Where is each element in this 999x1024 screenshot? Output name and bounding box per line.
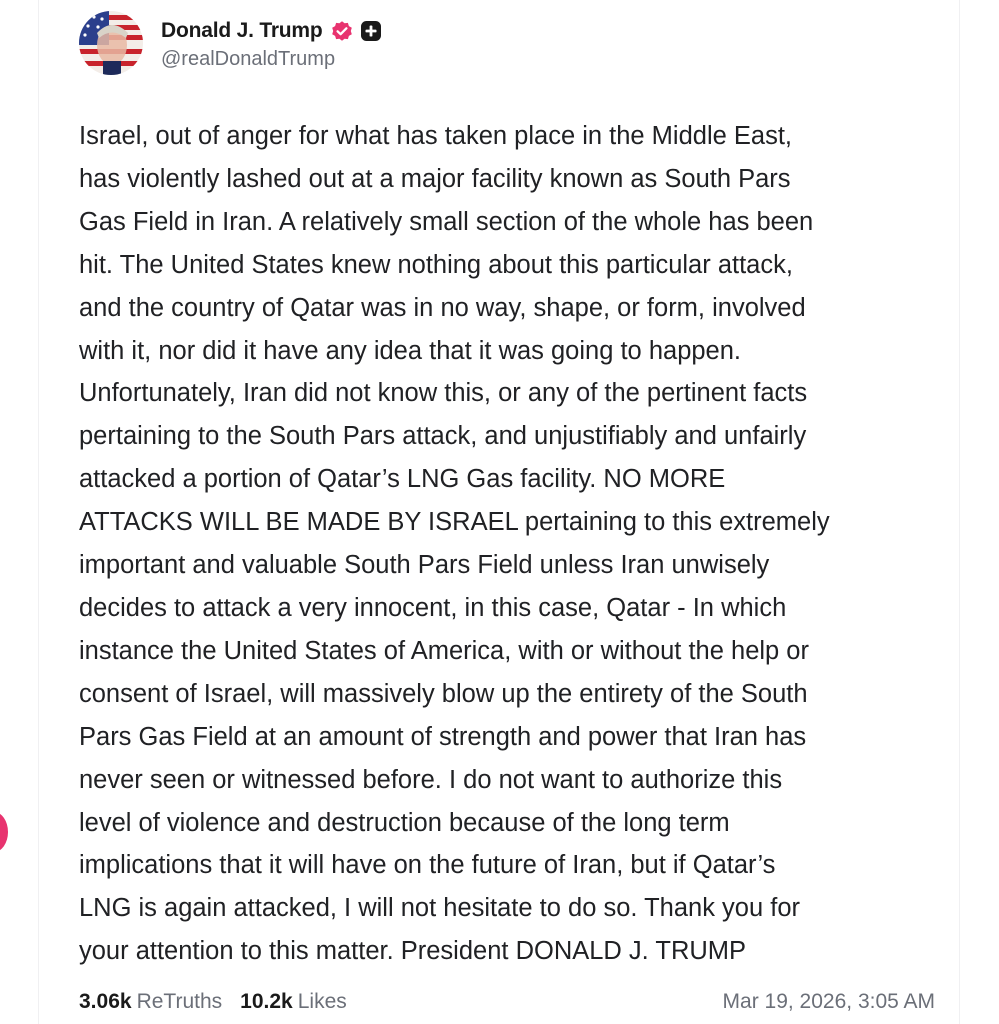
post-body-line: with it, nor did it have any idea that it was going to happen. [79, 336, 742, 365]
post-body-line: implications that it will have on the future of Iran, but if Qatar’s [79, 851, 776, 880]
post-body-line: hit. The United States knew nothing about this particular attack, [79, 250, 793, 279]
post-body-line: and the country of Qatar was in no way, shape, or form, involved [79, 293, 806, 322]
plus-badge-icon [360, 20, 382, 42]
post-body [79, 115, 949, 973]
post-body-line: Israel, out of anger for what has taken place in the Middle East, [79, 122, 792, 150]
post-body-line: LNG is again attacked, I will not hesitate to do so. Thank you for [79, 894, 801, 923]
post-body-line: consent of Israel, will massively blow up the entirety of the South [79, 679, 808, 708]
post-body-line: Gas Field in Iran. A relatively small section of the whole has been [79, 207, 814, 236]
author-name-row [161, 16, 382, 46]
author-handle[interactable]: @realDonaldTrump [161, 47, 336, 70]
author-info [161, 16, 382, 71]
post-body-line: your attention to this matter. President DONALD J. TRUMP [79, 937, 747, 966]
post-body-line: important and valuable South Pars Field unless Iran unwisely [79, 551, 770, 580]
post-card [38, 0, 960, 1024]
post-body-line: never seen or witnessed before. I do not want to authorize this [79, 765, 783, 794]
post-body-line: attacked a portion of Qatar’s LNG Gas facility. NO MORE [79, 465, 726, 494]
post-body-line: Unfortunately, Iran did not know this, or any of the pertinent facts [79, 379, 808, 408]
post-body-line: instance the United States of America, with or without the help or [79, 636, 809, 665]
verified-badge-icon [330, 19, 354, 43]
post-body-line: ATTACKS WILL BE MADE BY ISRAEL pertaining to this extremely [79, 508, 830, 537]
likes-count: 10.2k [240, 990, 293, 1013]
retruths-stat[interactable] [79, 990, 222, 1014]
post-body-line: level of violence and destruction because of the long term [79, 808, 730, 837]
retruths-label: ReTruths [136, 990, 223, 1013]
post-body-line: decides to attack a very innocent, in this case, Qatar - In which [79, 593, 787, 622]
post-body-line: Pars Gas Field at an amount of strength and power that Iran has [79, 722, 807, 751]
avatar[interactable] [79, 11, 143, 75]
likes-label: Likes [297, 990, 347, 1013]
post-header [79, 10, 382, 76]
avatar-image [79, 11, 143, 75]
edge-indicator-dot [0, 812, 8, 852]
retruths-count: 3.06k [79, 990, 132, 1013]
likes-stat[interactable] [240, 990, 347, 1014]
post-body-line: has violently lashed out at a major facility known as South Pars [79, 164, 791, 193]
author-display-name[interactable]: Donald J. Trump [161, 18, 323, 42]
post-timestamp[interactable]: Mar 19, 2026, 3:05 AM [722, 990, 935, 1013]
post-footer [79, 984, 935, 1020]
post-body-line: pertaining to the South Pars attack, and unjustifiably and unfairly [79, 422, 807, 451]
